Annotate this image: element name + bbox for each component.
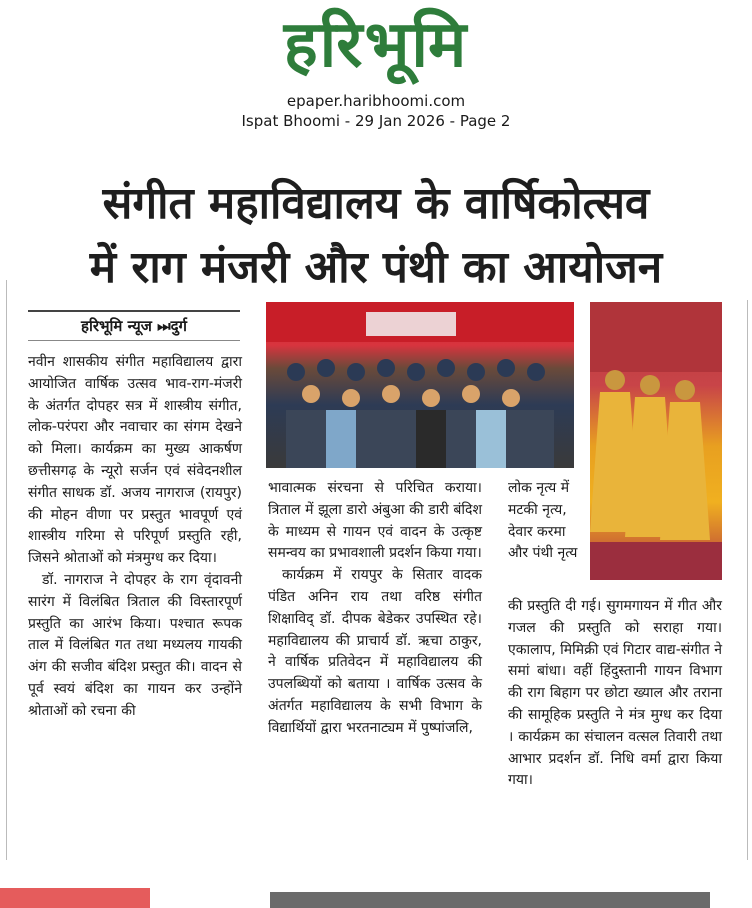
headline-line-2: में राग मंजरी और पंथी का आयोजन (89, 242, 663, 293)
article-column-3-top: लोक नृत्य में मटकी नृत्य, देवार करमा और पंथी नृत्य (508, 480, 578, 562)
group-photo (266, 302, 574, 468)
paragraph: की प्रस्तुति दी गई। सुगमगायन में गीत और गजल की प्रस्तुति को सराहा गया। एकालाप, मिमिक्री एवं गिटार वाद्य-संगीत ने समां बांधा। वहीं हिंदुस्तानी गायन विभाग की राग बिहाग पर छोटा ख्याल और तराना की सामूहिक प्रस्तुति ने मंत्र मुग्ध कर दिया । कार्यक्रम का संचालन वत्सल तिवारी तथा आभार प्रदर्शन डॉ. निधि वर्मा द्वारा किया गया। (508, 598, 722, 789)
article-column-3 (508, 596, 722, 792)
adjacent-article-edge-left (0, 280, 7, 860)
article-column-2 (268, 478, 482, 740)
masthead-logo[interactable]: हरिभूमि (283, 8, 469, 82)
dance-photo (590, 302, 722, 580)
article-column-1 (28, 352, 242, 723)
next-headline-fragment-right (270, 892, 710, 908)
paragraph: डॉ. नागराज ने दोपहर के राग वृंदावनी सारंग में विलंबित त्रिताल की विस्तारपूर्ण प्रस्तुति का आरंभ किया। पश्चात रूपक ताल में विलंबित गत तथा मध्यलय गायकी अंग की सजीव बंदिश प्रस्तुत की। वादन से पूर्व स्वयं बंदिश का गायन कर उन्होंने श्रोताओं को रचना की (28, 571, 242, 719)
adjacent-article-edge-right (747, 300, 752, 860)
dance-photo-illustration (590, 302, 722, 580)
headline-line-1: संगीत महाविद्यालय के वार्षिकोत्सव (102, 178, 650, 229)
paragraph: नवीन शासकीय संगीत महाविद्यालय द्वारा आयोजित वार्षिक उत्सव भाव-राग-मंजरी के अंतर्गत दोपहर सत्र में शास्त्रीय संगीत, लोक-परंपरा और नवाचार का संगम देखने को मिला। कार्यक्रम का मुख्य आकर्षण छत्तीसगढ़ के न्यूरो सर्जन एवं संवेदनशील संगीत साधक डॉ. अजय नागराज (रायपुर) की मोहन वीणा पर प्रस्तुत भावपूर्ण एवं शास्त्रीय गरिमा से परिपूर्ण प्रस्तुति रही, जिसने श्रोताओं को मंत्रमुग्ध कर दिया। (28, 354, 242, 567)
byline: हरिभूमि न्यूज ⏭दुर्ग (28, 310, 240, 341)
paragraph: कार्यक्रम में रायपुर के सितार वादक पंडित अनिन राय तथा वरिष्ठ संगीत शिक्षाविद् डॉ. दीपक बेडेकर उपस्थित रहे। महाविद्यालय की प्राचार्य डॉ. ऋचा ठाकुर, ने वार्षिक प्रतिवेदन में महाविद्यालय की उपलब्धियों को बताया । वार्षिक उत्सव के अंतर्गत महाविद्यालय के सभी विभाग के विद्यार्थियों द्वारा भरतनाट्यम में पुष्पांजलि, (268, 567, 482, 736)
epaper-url[interactable]: epaper.haribhoomi.com (286, 92, 466, 110)
paragraph: भावात्मक संरचना से परिचित कराया। त्रिताल में झूला डारो अंबुआ की डारी बंदिश के माध्यम से गायन एवं वादन के उत्कृष्ट समन्वय का प्रभावशाली प्रदर्शन किया गया। (268, 480, 482, 562)
group-photo-illustration (266, 302, 574, 468)
next-headline-fragment-left (0, 888, 150, 908)
edition-line: Ispat Bhoomi - 29 Jan 2026 - Page 2 (241, 112, 511, 130)
